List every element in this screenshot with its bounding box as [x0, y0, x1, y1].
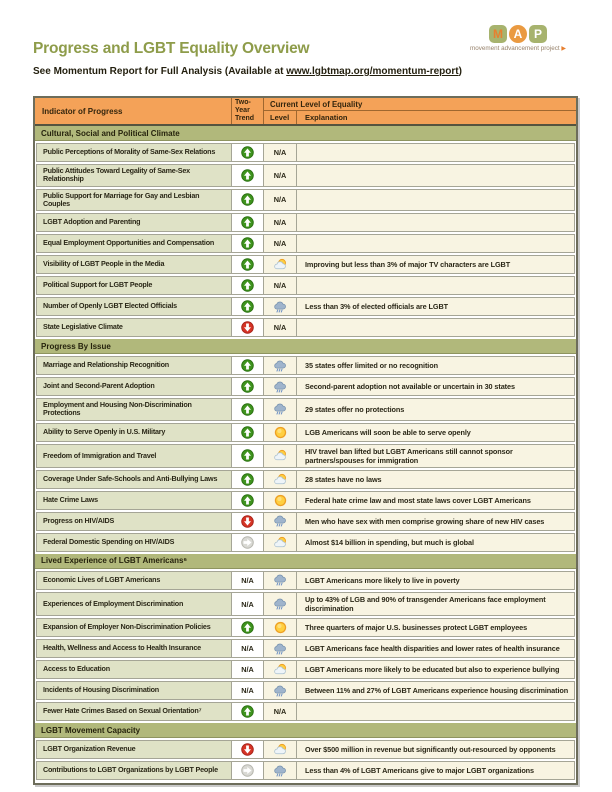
explanation-cell	[297, 298, 574, 315]
logo-tile-m: M	[489, 25, 507, 43]
weather-rain-icon	[273, 402, 287, 416]
header-indicator-of-progress: Indicator of Progress	[35, 98, 232, 124]
explanation-cell	[297, 424, 574, 441]
trend-cell	[232, 165, 264, 186]
trend-up-icon	[241, 359, 255, 373]
explanation-cell	[297, 144, 574, 161]
level-cell	[264, 378, 297, 395]
weather-rain-icon	[273, 764, 287, 778]
level-cell	[264, 190, 297, 211]
trend-cell	[232, 492, 264, 509]
explanation-cell	[297, 190, 574, 211]
trend-up-icon	[241, 300, 255, 314]
weather-partly-cloudy-icon	[273, 258, 287, 272]
explanation-text: 28 states have no laws	[305, 474, 382, 484]
equality-table	[33, 96, 578, 785]
indicator-label: Coverage Under Safe-Schools and Anti-Bullying Laws	[43, 474, 218, 484]
section-header	[35, 339, 576, 354]
indicator-cell	[37, 235, 232, 252]
explanation-text: 29 states offer no protections	[305, 404, 405, 414]
trend-cell	[232, 534, 264, 551]
trend-cell	[232, 399, 264, 420]
subtitle	[33, 66, 462, 77]
weather-rain-icon	[273, 359, 287, 373]
level-cell	[264, 593, 297, 615]
indicator-label: Access to Education	[43, 664, 110, 674]
explanation-cell	[297, 319, 574, 336]
indicator-cell	[37, 593, 232, 615]
trend-down-icon	[241, 321, 255, 335]
weather-partly-cloudy-icon	[273, 663, 287, 677]
table-row	[36, 234, 575, 253]
explanation-text: Up to 43% of LGB and 90% of transgender Americans face employment discrimination	[305, 594, 546, 614]
indicator-cell	[37, 144, 232, 161]
header-equality-subrow	[264, 111, 576, 124]
indicator-label: Ability to Serve Openly in U.S. Military	[43, 427, 166, 437]
table-row	[36, 761, 575, 780]
trend-up-icon	[241, 425, 255, 439]
level-cell	[264, 513, 297, 530]
trend-cell	[232, 513, 264, 530]
explanation-cell	[297, 235, 574, 252]
indicator-label: Experiences of Employment Discrimination	[43, 598, 184, 608]
explanation-cell	[297, 471, 574, 488]
table-row	[36, 189, 575, 212]
map-logo	[458, 25, 578, 52]
indicator-label: Joint and Second-Parent Adoption	[43, 381, 155, 391]
explanation-cell	[297, 762, 574, 779]
indicator-cell	[37, 357, 232, 374]
explanation-text: Over $500 million in revenue but significantly out-resourced by opponents	[305, 745, 556, 755]
table-row	[36, 213, 575, 232]
explanation-cell	[297, 682, 574, 699]
indicator-cell	[37, 741, 232, 758]
weather-rain-icon	[273, 573, 287, 587]
level-cell	[264, 682, 297, 699]
indicator-cell	[37, 661, 232, 678]
trend-up-icon	[241, 237, 255, 251]
na-label: N/A	[273, 218, 287, 228]
trend-cell	[232, 593, 264, 615]
na-label: N/A	[273, 170, 287, 180]
explanation-cell	[297, 277, 574, 294]
logo-tile-a: A	[509, 25, 527, 43]
trend-cell	[232, 619, 264, 636]
level-cell	[264, 357, 297, 374]
explanation-text: Less than 3% of elected officials are LGBT	[305, 302, 448, 312]
indicator-cell	[37, 640, 232, 657]
indicator-cell	[37, 762, 232, 779]
weather-rain-icon	[273, 300, 287, 314]
level-cell	[264, 492, 297, 509]
explanation-cell	[297, 661, 574, 678]
explanation-cell	[297, 703, 574, 720]
indicator-label: Contributions to LGBT Organizations by LGBT People	[43, 765, 218, 775]
table-row	[36, 164, 575, 187]
weather-rain-icon	[273, 380, 287, 394]
na-label: N/A	[273, 195, 287, 205]
logo-tile-p: P	[529, 25, 547, 43]
indicator-cell	[37, 190, 232, 211]
trend-up-icon	[241, 146, 255, 160]
table-row	[36, 592, 575, 616]
trend-cell	[232, 256, 264, 273]
indicator-cell	[37, 298, 232, 315]
explanation-text: Improving but less than 3% of major TV characters are LGBT	[305, 260, 511, 270]
explanation-text: Between 11% and 27% of LGBT Americans experience housing discrimination	[305, 686, 569, 696]
na-label: N/A	[241, 575, 254, 585]
table-row	[36, 512, 575, 531]
weather-rain-icon	[273, 684, 287, 698]
indicator-label: Progress on HIV/AIDS	[43, 516, 115, 526]
na-label: N/A	[273, 707, 287, 717]
section-title: Cultural, Social and Political Climate	[41, 128, 180, 138]
weather-partly-cloudy-icon	[273, 743, 287, 757]
level-cell	[264, 762, 297, 779]
level-cell	[264, 661, 297, 678]
trend-cell	[232, 319, 264, 336]
indicator-label: Public Support for Marriage for Gay and Lesbian Couples	[43, 190, 200, 208]
table-header	[35, 98, 576, 126]
level-cell	[264, 235, 297, 252]
table-row	[36, 423, 575, 442]
trend-cell	[232, 214, 264, 231]
indicator-cell	[37, 399, 232, 420]
table-row	[36, 660, 575, 679]
explanation-cell	[297, 619, 574, 636]
trend-up-icon	[241, 258, 255, 272]
section-title: Lived Experience of LGBT Americans⁶	[41, 556, 188, 566]
na-label: N/A	[241, 644, 254, 654]
level-cell	[264, 640, 297, 657]
trend-cell	[232, 640, 264, 657]
na-label: N/A	[241, 665, 254, 675]
table-row	[36, 276, 575, 295]
header-explanation: Explanation	[305, 113, 348, 122]
explanation-cell	[297, 214, 574, 231]
na-label: N/A	[241, 599, 254, 609]
momentum-report-link[interactable]: www.lgbtmap.org/momentum-report	[286, 66, 459, 77]
table-row	[36, 297, 575, 316]
trend-cell	[232, 682, 264, 699]
explanation-cell	[297, 593, 574, 615]
level-cell	[264, 319, 297, 336]
indicator-label: Political Support for LGBT People	[43, 280, 153, 290]
header-current-level-of-equality	[264, 98, 576, 124]
table-row	[36, 143, 575, 162]
trend-up-icon	[241, 493, 255, 507]
table-row	[36, 398, 575, 421]
section-header	[35, 554, 576, 569]
level-cell	[264, 298, 297, 315]
table-row	[36, 618, 575, 637]
explanation-text: Almost $14 billion in spending, but much is global	[305, 537, 474, 547]
indicator-cell	[37, 619, 232, 636]
explanation-cell	[297, 640, 574, 657]
trend-up-icon	[241, 216, 255, 230]
na-label: N/A	[241, 686, 254, 696]
trend-cell	[232, 235, 264, 252]
level-cell	[264, 165, 297, 186]
indicator-label: Visibility of LGBT People in the Media	[43, 259, 165, 269]
trend-up-icon	[241, 705, 255, 719]
level-cell	[264, 703, 297, 720]
explanation-text: Second-parent adoption not available or uncertain in 30 states	[305, 382, 515, 392]
weather-partly-cloudy-icon	[273, 535, 287, 549]
explanation-cell	[297, 572, 574, 589]
map-logo-tiles	[458, 25, 578, 43]
section-header	[35, 723, 576, 738]
explanation-text: 35 states offer limited or no recognition	[305, 361, 438, 371]
trend-cell	[232, 144, 264, 161]
indicator-label: Public Perceptions of Morality of Same-Sex Relations	[43, 147, 216, 157]
header-level: Level	[264, 111, 297, 124]
level-cell	[264, 445, 297, 467]
na-label: N/A	[273, 281, 287, 291]
level-cell	[264, 144, 297, 161]
table-row	[36, 533, 575, 552]
weather-rain-icon	[273, 597, 287, 611]
trend-down-icon	[241, 743, 255, 757]
indicator-cell	[37, 165, 232, 186]
indicator-cell	[37, 572, 232, 589]
na-label: N/A	[273, 239, 287, 249]
explanation-cell	[297, 165, 574, 186]
indicator-label: Federal Domestic Spending on HIV/AIDS	[43, 537, 175, 547]
explanation-cell	[297, 399, 574, 420]
table-row	[36, 318, 575, 337]
indicator-label: Incidents of Housing Discrimination	[43, 685, 159, 695]
indicator-label: LGBT Organization Revenue	[43, 744, 136, 754]
indicator-cell	[37, 378, 232, 395]
table-row	[36, 740, 575, 759]
header-equality-title: Current Level of Equality	[264, 98, 576, 111]
explanation-text: LGBT Americans face health disparities and lower rates of health insurance	[305, 644, 560, 654]
trend-up-icon	[241, 449, 255, 463]
indicator-label: State Legislative Climate	[43, 322, 123, 332]
indicator-cell	[37, 319, 232, 336]
explanation-text: LGB Americans will soon be able to serve openly	[305, 427, 471, 437]
table-row	[36, 702, 575, 721]
table-row	[36, 255, 575, 274]
trend-up-icon	[241, 402, 255, 416]
explanation-text: Less than 4% of LGBT Americans give to major LGBT organizations	[305, 766, 534, 776]
level-cell	[264, 471, 297, 488]
weather-sun-icon	[273, 621, 287, 635]
table-row	[36, 356, 575, 375]
indicator-cell	[37, 256, 232, 273]
explanation-cell	[297, 357, 574, 374]
subtitle-prefix: See Momentum Report for Full Analysis (Available at	[33, 66, 287, 77]
indicator-label: Public Attitudes Toward Legality of Same-Sex Relationship	[43, 166, 190, 184]
trend-cell	[232, 741, 264, 758]
indicator-cell	[37, 682, 232, 699]
table-body	[35, 126, 576, 783]
na-label: N/A	[273, 148, 287, 157]
trend-flat-icon	[241, 764, 255, 778]
weather-sun-icon	[273, 493, 287, 507]
explanation-text: Men who have sex with men comprise growing share of new HIV cases	[305, 516, 545, 526]
explanation-text: Federal hate crime law and most state laws cover LGBT Americans	[305, 495, 531, 505]
indicator-label: Health, Wellness and Access to Health Insurance	[43, 643, 201, 653]
indicator-label: Employment and Housing Non-Discrimination Protections	[43, 400, 192, 418]
logo-arrow-icon: ▶	[561, 46, 566, 52]
trend-cell	[232, 357, 264, 374]
section-header	[35, 126, 576, 141]
weather-rain-icon	[273, 642, 287, 656]
indicator-cell	[37, 471, 232, 488]
level-cell	[264, 572, 297, 589]
indicator-label: Number of Openly LGBT Elected Officials	[43, 301, 177, 311]
indicator-cell	[37, 492, 232, 509]
subtitle-suffix: )	[458, 66, 462, 77]
explanation-cell	[297, 741, 574, 758]
indicator-cell	[37, 445, 232, 467]
table-row	[36, 491, 575, 510]
table-row	[36, 470, 575, 489]
indicator-cell	[37, 424, 232, 441]
weather-partly-cloudy-icon	[273, 449, 287, 463]
trend-cell	[232, 572, 264, 589]
table-row	[36, 639, 575, 658]
table-row	[36, 377, 575, 396]
indicator-label: Fewer Hate Crimes Based on Sexual Orientation⁷	[43, 706, 202, 716]
trend-cell	[232, 378, 264, 395]
indicator-label: Marriage and Relationship Recognition	[43, 360, 169, 370]
na-label: N/A	[273, 323, 287, 333]
indicator-label: Freedom of Immigration and Travel	[43, 450, 157, 460]
trend-cell	[232, 703, 264, 720]
section-title: LGBT Movement Capacity	[41, 725, 141, 735]
trend-cell	[232, 190, 264, 211]
trend-up-icon	[241, 472, 255, 486]
trend-cell	[232, 298, 264, 315]
level-cell	[264, 399, 297, 420]
header-two-year-trend: Two-Year Trend	[232, 98, 264, 124]
trend-up-icon	[241, 193, 255, 207]
trend-down-icon	[241, 514, 255, 528]
indicator-cell	[37, 277, 232, 294]
indicator-cell	[37, 703, 232, 720]
trend-cell	[232, 471, 264, 488]
weather-rain-icon	[273, 514, 287, 528]
trend-up-icon	[241, 380, 255, 394]
trend-flat-icon	[241, 535, 255, 549]
logo-caption-text: movement advancement project	[470, 45, 560, 52]
explanation-text: LGBT Americans more likely to be educated but also to experience bullying	[305, 665, 560, 675]
explanation-cell	[297, 534, 574, 551]
trend-cell	[232, 277, 264, 294]
indicator-cell	[37, 534, 232, 551]
trend-cell	[232, 661, 264, 678]
level-cell	[264, 619, 297, 636]
indicator-cell	[37, 214, 232, 231]
trend-up-icon	[241, 168, 255, 182]
trend-cell	[232, 424, 264, 441]
indicator-label: Hate Crime Laws	[43, 495, 98, 505]
trend-up-icon	[241, 279, 255, 293]
table-row	[36, 571, 575, 590]
trend-up-icon	[241, 621, 255, 635]
level-cell	[264, 741, 297, 758]
explanation-cell	[297, 378, 574, 395]
explanation-cell	[297, 492, 574, 509]
level-cell	[264, 424, 297, 441]
explanation-cell	[297, 445, 574, 467]
section-title: Progress By Issue	[41, 341, 111, 351]
indicator-cell	[37, 513, 232, 530]
weather-partly-cloudy-icon	[273, 472, 287, 486]
indicator-label: LGBT Adoption and Parenting	[43, 217, 141, 227]
indicator-label: Economic Lives of LGBT Americans	[43, 575, 161, 585]
level-cell	[264, 214, 297, 231]
explanation-text: Three quarters of major U.S. businesses protect LGBT employees	[305, 623, 528, 633]
trend-cell	[232, 445, 264, 467]
explanation-cell	[297, 256, 574, 273]
level-cell	[264, 256, 297, 273]
level-cell	[264, 534, 297, 551]
page-title: Progress and LGBT Equality Overview	[33, 40, 310, 57]
table-row	[36, 681, 575, 700]
indicator-label: Equal Employment Opportunities and Compensation	[43, 238, 215, 248]
indicator-label: Expansion of Employer Non-Discrimination Policies	[43, 622, 211, 632]
logo-caption	[458, 45, 578, 52]
explanation-text: LGBT Americans more likely to live in poverty	[305, 575, 460, 585]
explanation-text: HIV travel ban lifted but LGBT Americans still cannot sponsor partners/spouses for immigration	[305, 446, 513, 465]
weather-sun-icon	[273, 425, 287, 439]
table-row	[36, 444, 575, 468]
level-cell	[264, 277, 297, 294]
explanation-cell	[297, 513, 574, 530]
trend-cell	[232, 762, 264, 779]
